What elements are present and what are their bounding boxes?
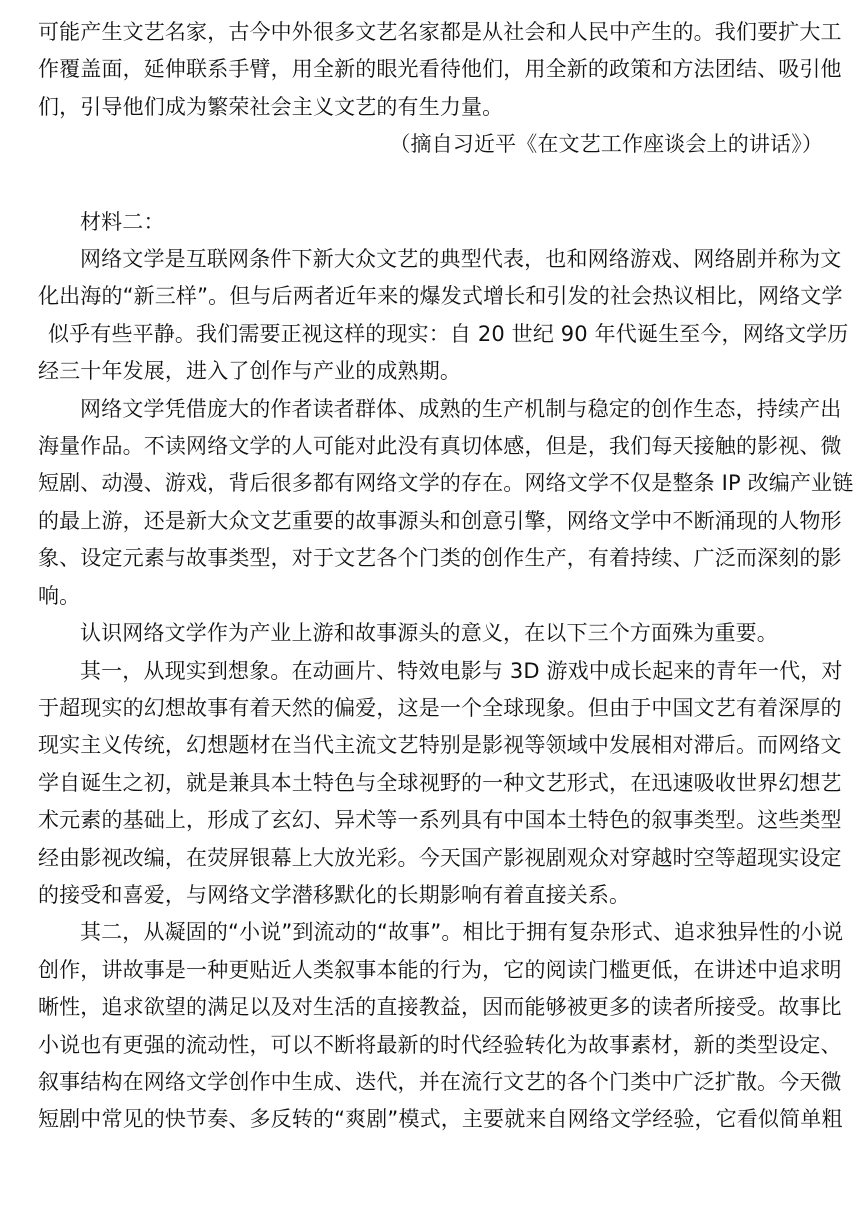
paragraph-2 xyxy=(38,391,854,615)
text-line: 现实主义传统，幻想题材在当代主流文艺特别是影视等领域中发展相对滞后。而网络文 xyxy=(38,733,842,758)
section-label: 材料二： xyxy=(80,209,165,234)
section-gap xyxy=(38,164,837,204)
text-line: 象、设定元素与故事类型，对于文艺各个门类的创作生产，有着持续、广泛而深刻的影 xyxy=(38,546,842,571)
text-line: 其一，从现实到想象。在动画片、特效电影与 3D 游戏中成长起来的青年一代，对 xyxy=(80,658,843,683)
paragraph-3 xyxy=(38,615,837,652)
text-line: 响。 xyxy=(38,583,81,608)
carryover-paragraph xyxy=(38,14,842,126)
paragraph-5 xyxy=(38,914,844,1138)
text-line: 可能产生文艺名家，古今中外很多文艺名家都是从社会和人民中产生的。我们要扩大工 xyxy=(38,20,842,44)
text-line: 其二，从凝固的“小说”到流动的“故事”。相比于拥有复杂形式、追求独异性的小说 xyxy=(80,920,844,945)
text-line: 于超现实的幻想故事有着天然的偏爱，这是一个全球现象。但由于中国文艺有着深厚的 xyxy=(38,695,842,720)
text-line: 叙事结构在网络文学创作中生成、迭代，并在流行文艺的各个门类中广泛扩散。今天微 xyxy=(38,1069,842,1094)
text-line: 们，引导他们成为繁荣社会主义文艺的有生力量。 xyxy=(38,94,504,119)
text-line: 认识网络文学作为产业上游和故事源头的意义，在以下三个方面殊为重要。 xyxy=(80,621,778,646)
text-line: 网络文学凭借庞大的作者读者群体、成熟的生产机制与稳定的创作生态，持续产出 xyxy=(80,396,842,421)
text-line: 短剧、动漫、游戏，背后很多都有网络文学的存在。网络文学不仅是整条 IP 改编产业链 xyxy=(38,471,854,496)
text-line: 的接受和喜爱，与网络文学潜移默化的长期影响有着直接关系。 xyxy=(38,882,631,907)
source-citation: （摘自习近平《在文艺工作座谈会上的讲话》） xyxy=(389,132,823,157)
text-line: 化出海的“新三样”。但与后两者近年来的爆发式增长和引发的社会热议相比，网络文学 xyxy=(38,284,843,309)
text-line: 经由影视改编，在荧屏银幕上大放光彩。今天国产影视剧观众对穿越时空等超现实设定 xyxy=(38,845,842,870)
text-line: 学自诞生之初，就是兼具本土特色与全球视野的一种文艺形式，在迅速吸收世界幻想艺 xyxy=(38,770,842,795)
text-line: 经三十年发展，进入了创作与产业的成熟期。 xyxy=(38,359,461,384)
text-line: 的最上游，还是新大众文艺重要的故事源头和创意引擎，网络文学中不断涌现的人物形 xyxy=(38,508,842,533)
text-line: 晰性，追求欲望的满足以及对生活的直接教益，因而能够被更多的读者所接受。故事比 xyxy=(38,995,842,1020)
text-line: 小说也有更强的流动性，可以不断将最新的时代经验转化为故事素材，新的类型设定、 xyxy=(38,1032,842,1057)
text-line: 短剧中常见的快节奏、多反转的“爽剧”模式，主要就来自网络文学经验，它看似简单粗 xyxy=(38,1107,843,1132)
text-line: 作覆盖面，延伸联系手臂，用全新的眼光看待他们，用全新的政策和方法团结、吸引他 xyxy=(38,57,842,82)
text-line: 网络文学是互联网条件下新大众文艺的典型代表，也和网络游戏、网络剧并称为文 xyxy=(80,247,842,272)
text-line: 术元素的基础上，形成了玄幻、异术等一系列具有中国本土特色的叙事类型。这些类型 xyxy=(38,808,842,833)
text-line: 似乎有些平静。我们需要正视这样的现实：自 20 世纪 90 年代诞生至今，网络文学历 xyxy=(48,321,849,346)
text-line: 海量作品。不读网络文学的人可能对此没有真切体感，但是，我们每天接触的影视、微 xyxy=(38,434,842,459)
text-line: 创作，讲故事是一种更贴近人类叙事本能的行为，它的阅读门槛更低，在讲述中追求明 xyxy=(38,957,842,982)
paragraph-1 xyxy=(38,241,849,391)
paragraph-4 xyxy=(38,653,843,915)
